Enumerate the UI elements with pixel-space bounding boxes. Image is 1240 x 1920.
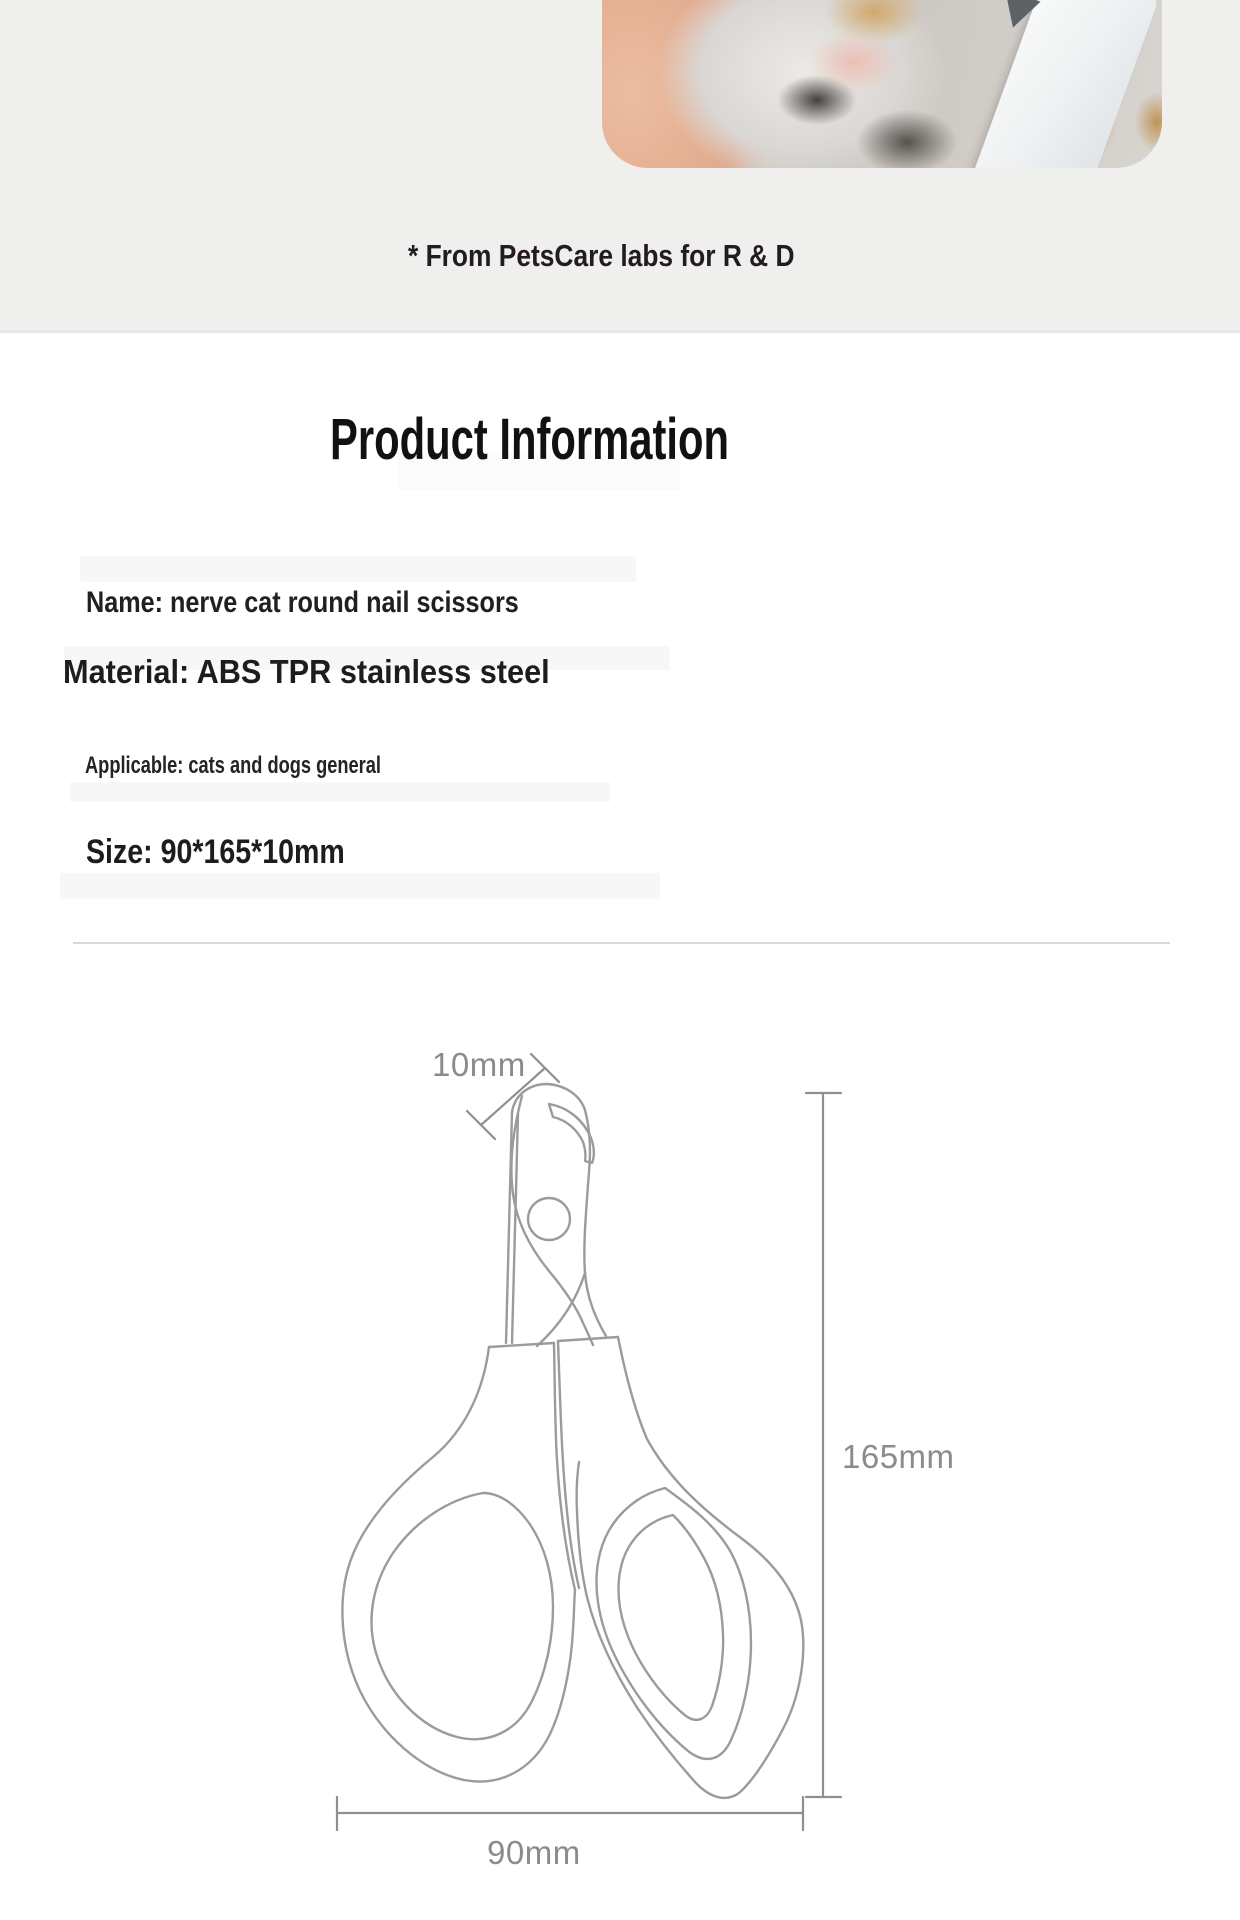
dimension-label-blade-width: 10mm: [432, 1046, 526, 1083]
dimension-label-height: 165mm: [842, 1438, 955, 1475]
hero-section: [0, 0, 1240, 333]
spec-applicable: Applicable: cats and dogs general: [85, 752, 381, 779]
section-divider: [73, 942, 1170, 944]
spec-size: Size: 90*165*10mm: [86, 833, 345, 871]
page-title: Product Information: [330, 407, 730, 472]
dimension-lines: [337, 1054, 841, 1830]
hero-caption: * From PetsCare labs for R & D: [408, 238, 795, 273]
ghost-bar: [70, 782, 610, 802]
ghost-bar: [60, 873, 660, 899]
spec-name: Name: nerve cat round nail scissors: [86, 586, 519, 619]
ghost-bar: [80, 556, 636, 582]
dimension-label-width: 90mm: [487, 1834, 581, 1871]
cat-paw-photo: [602, 0, 1162, 168]
spec-material: Material: ABS TPR stainless steel: [63, 653, 550, 690]
scissors-line-art: [342, 1084, 803, 1798]
pivot-screw-circle: [528, 1198, 570, 1240]
